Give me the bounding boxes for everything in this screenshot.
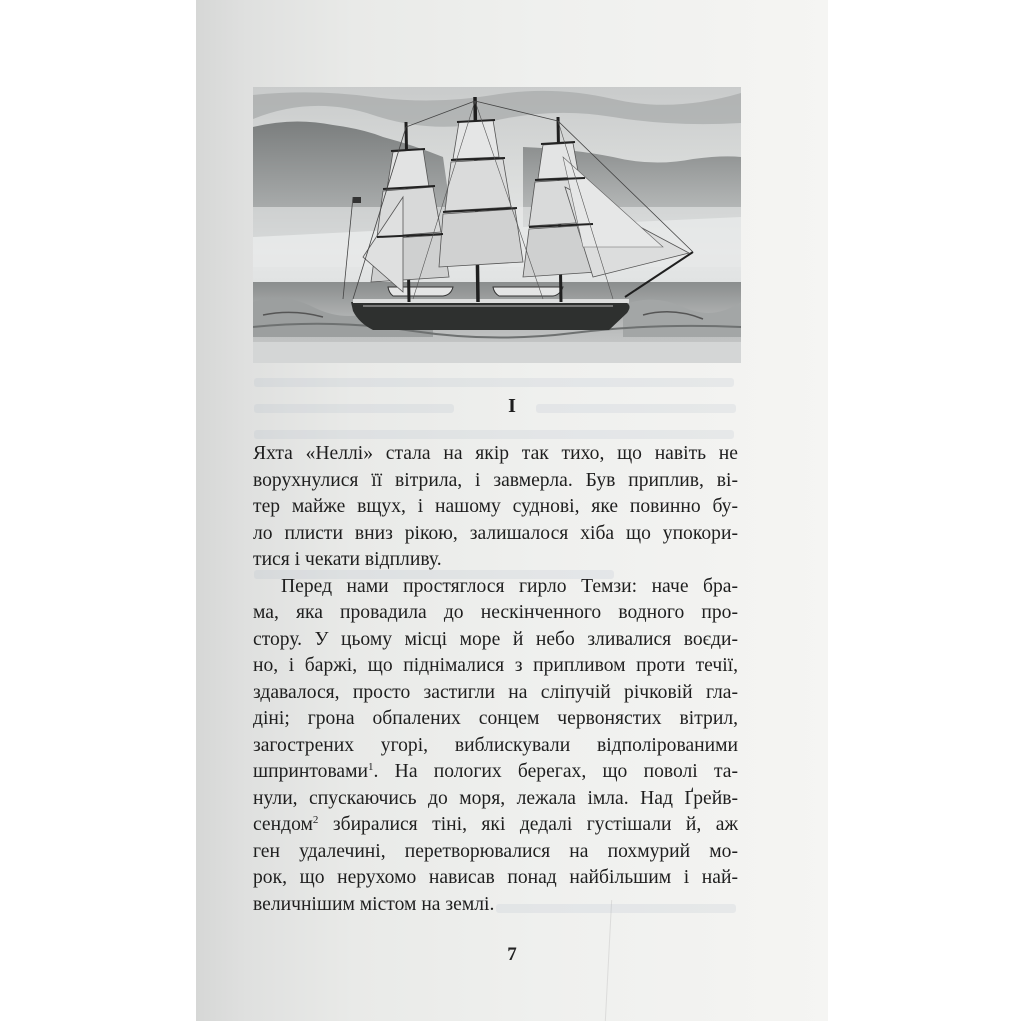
- text-line: Яхта «Неллі» стала на якір так тихо, що навіть не: [253, 443, 738, 464]
- paragraph-1: [253, 441, 738, 574]
- text-line: Перед нами простяглося гирло Темзи: наче бра-: [281, 575, 738, 597]
- text-line: но, і баржі, що піднімалися з припливом проти течії,: [253, 655, 738, 676]
- text-line: тер майже вщух, і нашому суднові, яке повинно бу-: [253, 496, 738, 517]
- text-line: діні; грона обпалених сонцем червонястих вітрил,: [253, 708, 738, 729]
- book-page: [196, 0, 828, 1021]
- text-line-with-footnote-1: [253, 759, 738, 786]
- text-line: тися і чекати відпливу.: [253, 549, 442, 570]
- ghost-line: [254, 430, 734, 439]
- text-line: ворухнулися її вітрила, і завмерла. Був приплив, ві-: [253, 469, 738, 491]
- text-fragment: сендом: [253, 814, 313, 835]
- page-number: 7: [507, 944, 517, 965]
- text-line: стору. У цьому місці море й небо зливалися воєди-: [253, 628, 738, 650]
- footnote-marker-1: 1: [368, 761, 374, 773]
- footnote-marker-2: 2: [312, 814, 319, 826]
- chapter-heading: I: [508, 395, 516, 417]
- text-fragment: збиралися тіні, які дедалі густішали й, аж: [318, 814, 738, 835]
- text-line-with-footnote-2: [253, 812, 738, 839]
- text-line: ген удалечині, перетворювалися на похмурий мо-: [253, 840, 738, 862]
- ghost-line: [254, 378, 734, 387]
- text-line: загострених угорі, виблискували відполірованими: [253, 734, 738, 756]
- text-fragment: . На пологих берегах, що поволі та-: [373, 761, 738, 782]
- paragraph-2: [253, 574, 738, 919]
- text-line: ло плисти вниз рікою, залишалося хіба що упокори-: [253, 522, 738, 544]
- body-text: [253, 441, 738, 918]
- text-line: нули, спускаючись до моря, лежала імла. Над Ґрейв-: [253, 787, 738, 809]
- text-line: ма, яка провадила до нескінченного водного про-: [253, 602, 738, 623]
- text-line: величнішим містом на землі.: [253, 893, 495, 915]
- text-line: рок, що нерухомо нависав понад найбільшим і най-: [253, 867, 738, 888]
- text-line: здавалося, просто застигли на сліпучій річковій гла-: [253, 681, 738, 703]
- ship-illustration: [253, 87, 741, 363]
- text-fragment: шпринтовами: [253, 761, 369, 782]
